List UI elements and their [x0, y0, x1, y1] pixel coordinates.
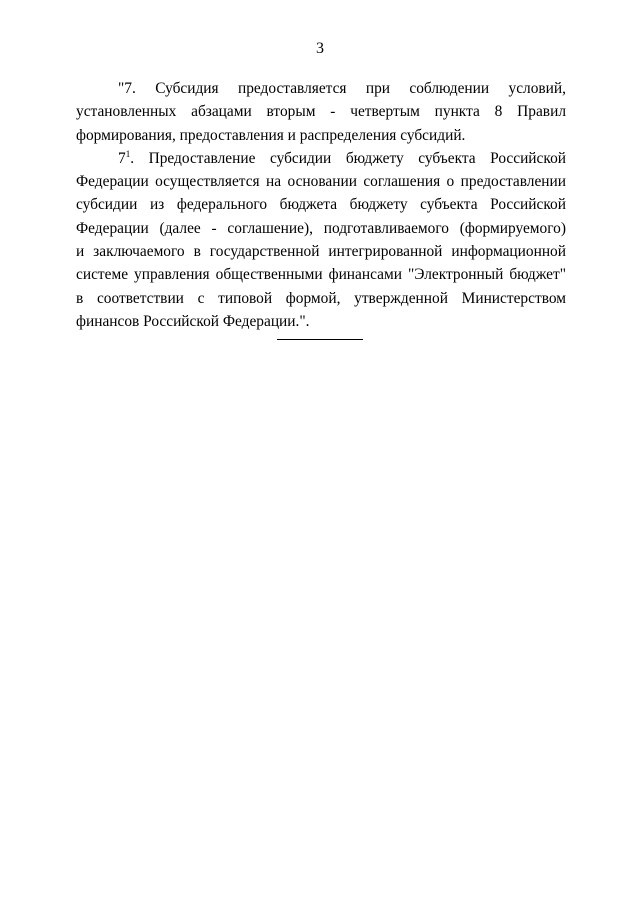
paragraph-line: системе управления общественными финансами "Электронный бюджет"	[76, 266, 566, 284]
paragraph-line: субсидии из федерального бюджета бюджету субъекта Российской	[76, 196, 566, 214]
paragraph-line: и заключаемого в государственной интегрированной информационной	[76, 243, 566, 261]
paragraph-line: "7. Субсидия предоставляется при соблюдении условий,	[118, 80, 566, 97]
paragraph-7	[76, 77, 566, 147]
paragraph-line-rest: . Предоставление субсидии бюджету субъекта Российской	[130, 149, 566, 167]
paragraph-line: формирования, предоставления и распределения субсидий.	[76, 126, 466, 144]
paragraph-line: Федерации осуществляется на основании соглашения о предоставлении	[76, 173, 566, 191]
paragraph-7-1	[76, 147, 566, 333]
page-number: 3	[316, 40, 324, 57]
paragraph-line: Федерации (далее - соглашение), подготавливаемого (формируемого)	[76, 219, 566, 237]
paragraph-number-superscript: 1	[125, 148, 131, 159]
separator-line	[277, 339, 363, 340]
paragraph-first-line	[76, 147, 566, 170]
paragraph-line: финансов Российской Федерации.".	[76, 312, 310, 330]
paragraph-line: установленных абзацами вторым - четвертым пункта 8 Правил	[76, 103, 566, 121]
paragraph-line: в соответствии с типовой формой, утвержденной Министерством	[76, 289, 566, 307]
paragraph-number: 7	[118, 149, 126, 167]
document-body	[76, 77, 566, 333]
